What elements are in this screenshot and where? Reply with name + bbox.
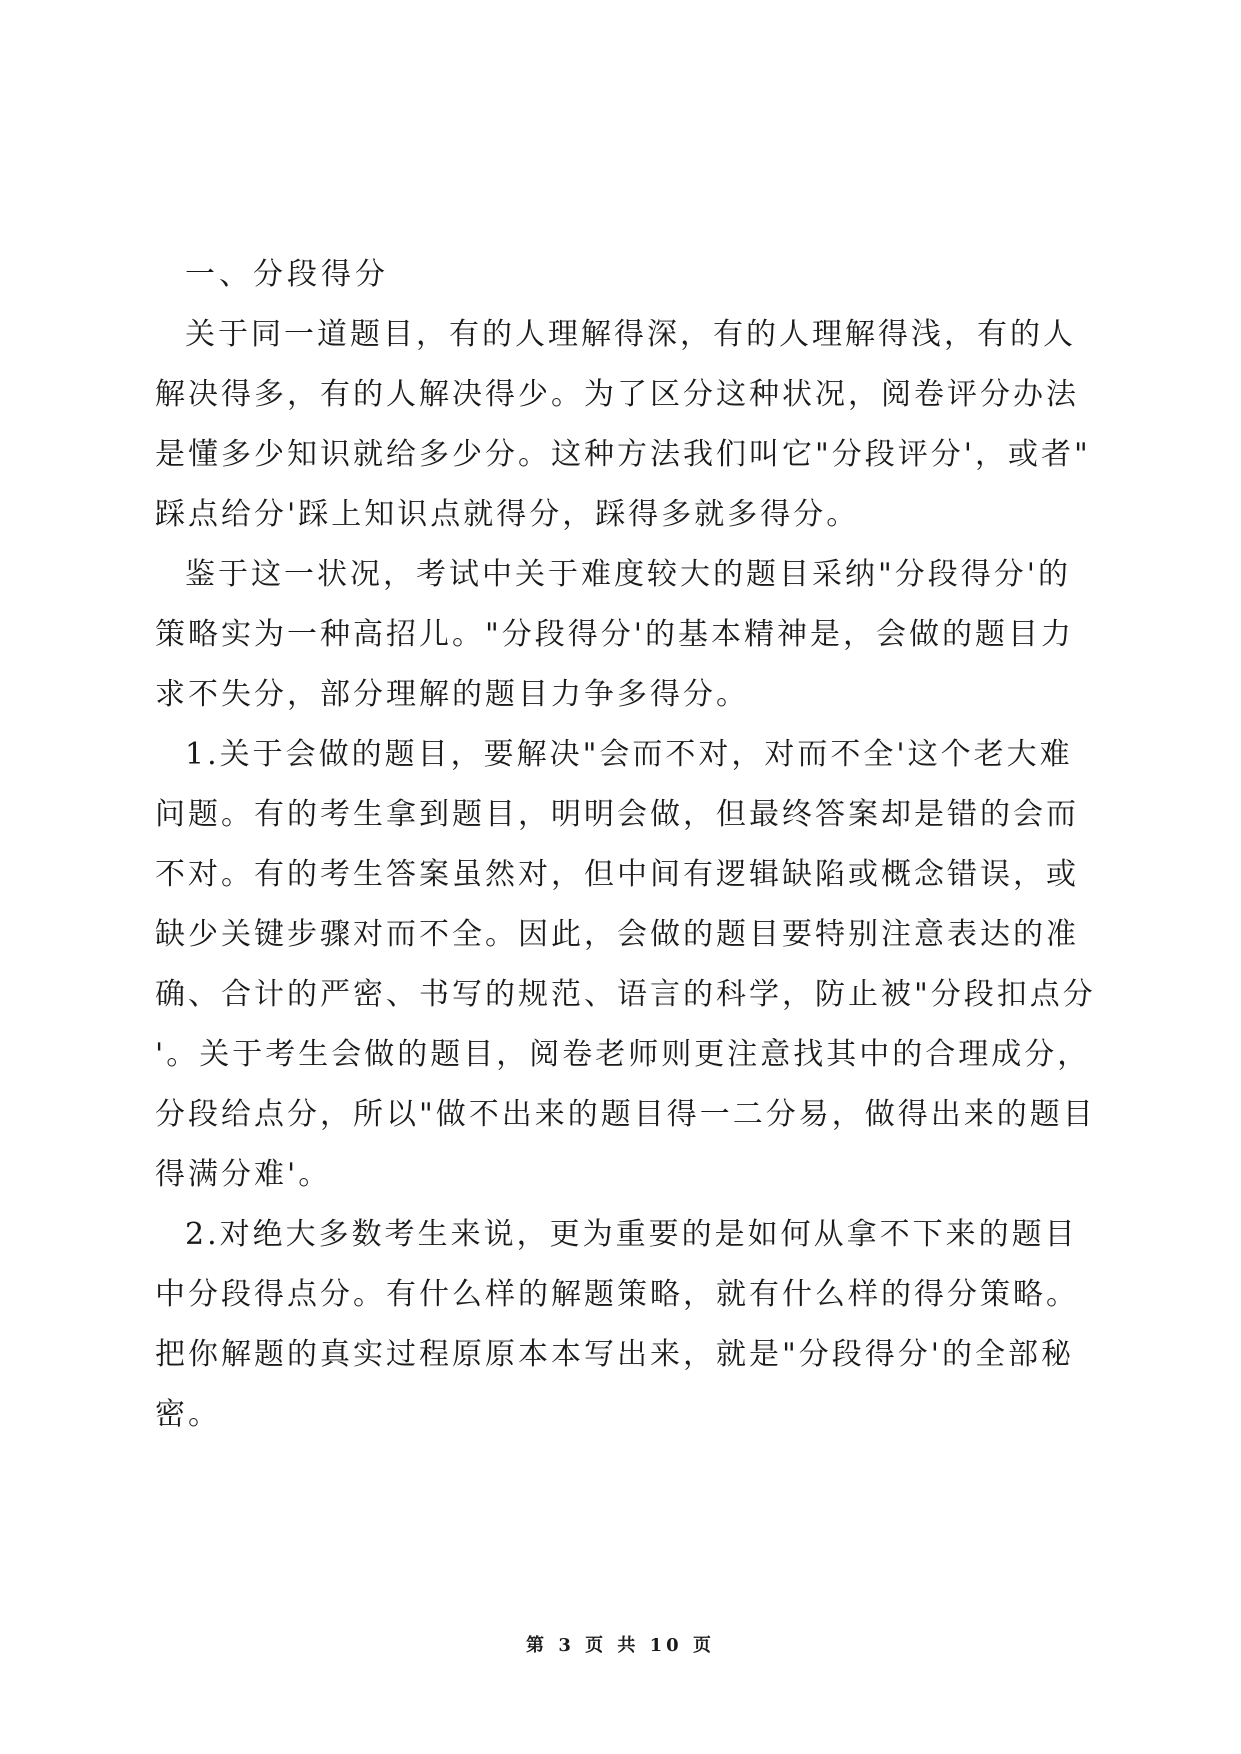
paragraph-line: 求不失分，部分理解的题目力争多得分。 — [155, 677, 749, 712]
paragraph-line: 中分段得点分。有什么样的解题策略，就有什么样的得分策略。 — [155, 1277, 1079, 1312]
paragraph-line: 2.对绝大多数考生来说，更为重要的是如何从拿不下来的题目 — [185, 1217, 1078, 1252]
paragraph-line: 把你解题的真实过程原原本本写出来，就是"分段得分'的全部秘 — [155, 1337, 1075, 1372]
paragraph-4 — [155, 1205, 1085, 1445]
paragraph-line: 解决得多，有的人解决得少。为了区分这种状况，阅卷评分办法 — [155, 377, 1079, 412]
paragraph-3 — [155, 725, 1096, 1205]
paragraph-line: 确、合计的严密、书写的规范、语言的科学，防止被"分段扣点分 — [155, 977, 1096, 1012]
paragraph-line: 得满分难'。 — [155, 1157, 332, 1192]
paragraph-line: 缺少关键步骤对而不全。因此，会做的题目要特别注意表达的准 — [155, 917, 1079, 952]
paragraph-line: 1.关于会做的题目，要解决"会而不对，对而不全'这个老大难 — [185, 737, 1073, 772]
paragraph-line: 问题。有的考生拿到题目，明明会做，但最终答案却是错的会而 — [155, 797, 1079, 832]
section-heading: 一、分段得分 — [185, 257, 389, 292]
paragraph-line: 踩点给分'踩上知识点就得分，踩得多就多得分。 — [155, 497, 860, 532]
paragraph-line: 关于同一道题目，有的人理解得深，有的人理解得浅，有的人 — [185, 317, 1076, 352]
document-body — [155, 245, 1096, 1445]
page-footer: 第 3 页 共 10 页 — [526, 1635, 715, 1656]
paragraph-line: 密。 — [155, 1397, 221, 1432]
paragraph-line: 策略实为一种高招儿。"分段得分'的基本精神是，会做的题目力 — [155, 617, 1075, 652]
paragraph-line: 是懂多少知识就给多少分。这种方法我们叫它"分段评分'，或者" — [155, 437, 1091, 472]
paragraph-line: 不对。有的考生答案虽然对，但中间有逻辑缺陷或概念错误，或 — [155, 857, 1079, 892]
paragraph-1 — [155, 305, 1091, 545]
paragraph-2 — [155, 545, 1085, 725]
paragraph-line: 鉴于这一状况，考试中关于难度较大的题目采纳"分段得分'的 — [185, 557, 1072, 592]
paragraph-line: 分段给点分，所以"做不出来的题目得一二分易，做得出来的题目 — [155, 1097, 1096, 1132]
paragraph-line: '。关于考生会做的题目，阅卷老师则更注意找其中的合理成分， — [155, 1037, 1091, 1072]
